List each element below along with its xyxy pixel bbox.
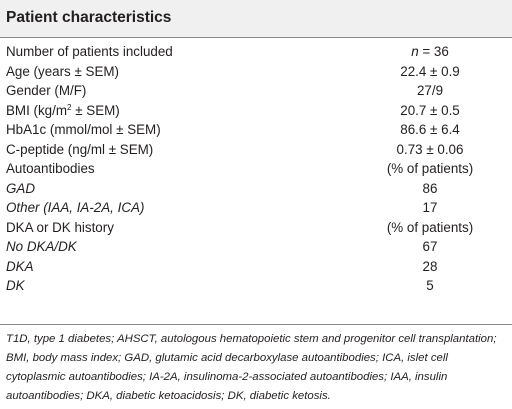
table-title: Patient characteristics (6, 9, 172, 26)
row-label: DKA (6, 258, 34, 274)
row-label: DKA or DK history (6, 219, 114, 235)
table-row (0, 237, 512, 257)
table-row (0, 42, 512, 62)
row-label: GAD (6, 180, 36, 196)
row-value: (% of patients) (386, 219, 474, 235)
table-row (0, 198, 512, 218)
row-value: 86.6 ± 6.4 (400, 122, 460, 137)
table-bottom-rule (0, 324, 512, 325)
row-value (375, 42, 485, 62)
row-value: 22.4 ± 0.9 (400, 63, 460, 79)
table-row (0, 62, 512, 82)
row-label: C-peptide (ng/ml ± SEM) (6, 141, 154, 157)
value-n-count: = 36 (418, 44, 449, 59)
row-label: Autoantibodies (6, 161, 95, 176)
value-n-symbol: n (411, 44, 419, 59)
row-value: 20.7 ± 0.5 (400, 102, 460, 118)
table-row (0, 101, 512, 121)
bmi-label-end: ± SEM) (71, 102, 120, 118)
table-row (0, 159, 512, 179)
row-label: HbA1c (mmol/mol ± SEM) (6, 122, 161, 137)
table-row (0, 179, 512, 199)
row-label: No DKA/DK (6, 239, 77, 254)
table-row (0, 81, 512, 101)
row-value: 67 (422, 239, 438, 254)
row-value: 27/9 (416, 83, 444, 98)
row-label (6, 101, 120, 121)
table-row (0, 257, 512, 277)
bmi-label-superscript: 2 (67, 102, 72, 112)
bmi-label-start: BMI (kg/m (6, 102, 68, 118)
table-row (0, 276, 512, 296)
row-value: 17 (422, 200, 438, 215)
row-value: 0.73 ± 0.06 (396, 141, 464, 157)
row-label: Age (years ± SEM) (6, 63, 120, 79)
table-header-band (0, 0, 512, 37)
table-row (0, 140, 512, 160)
row-label: Gender (M/F) (6, 83, 87, 98)
row-value: 86 (422, 180, 438, 196)
table-row (0, 120, 512, 140)
row-label: Other (IAA, IA-2A, ICA) (6, 200, 145, 215)
row-value: (% of patients) (386, 161, 474, 176)
table-body (0, 38, 512, 296)
row-label: Number of patients included (6, 44, 173, 59)
table-footnote: T1D, type 1 diabetes; AHSCT, autologous hematopoietic stem and progenitor cell transplantation; BMI, body mass index; GAD, glutamic acid decarboxylase autoantibodies; ICA, islet cell cytoplasmic autoantibodies; IA-2A, insulinoma-2-associated autoantibodies; IAA, insulin autoantibodies; DKA, diabetic ketoacidosis; DK, diabetic ketosis. (6, 333, 497, 402)
row-label: DK (6, 278, 25, 293)
table-row (0, 218, 512, 238)
row-value: 5 (426, 278, 434, 293)
row-value: 28 (422, 258, 438, 274)
